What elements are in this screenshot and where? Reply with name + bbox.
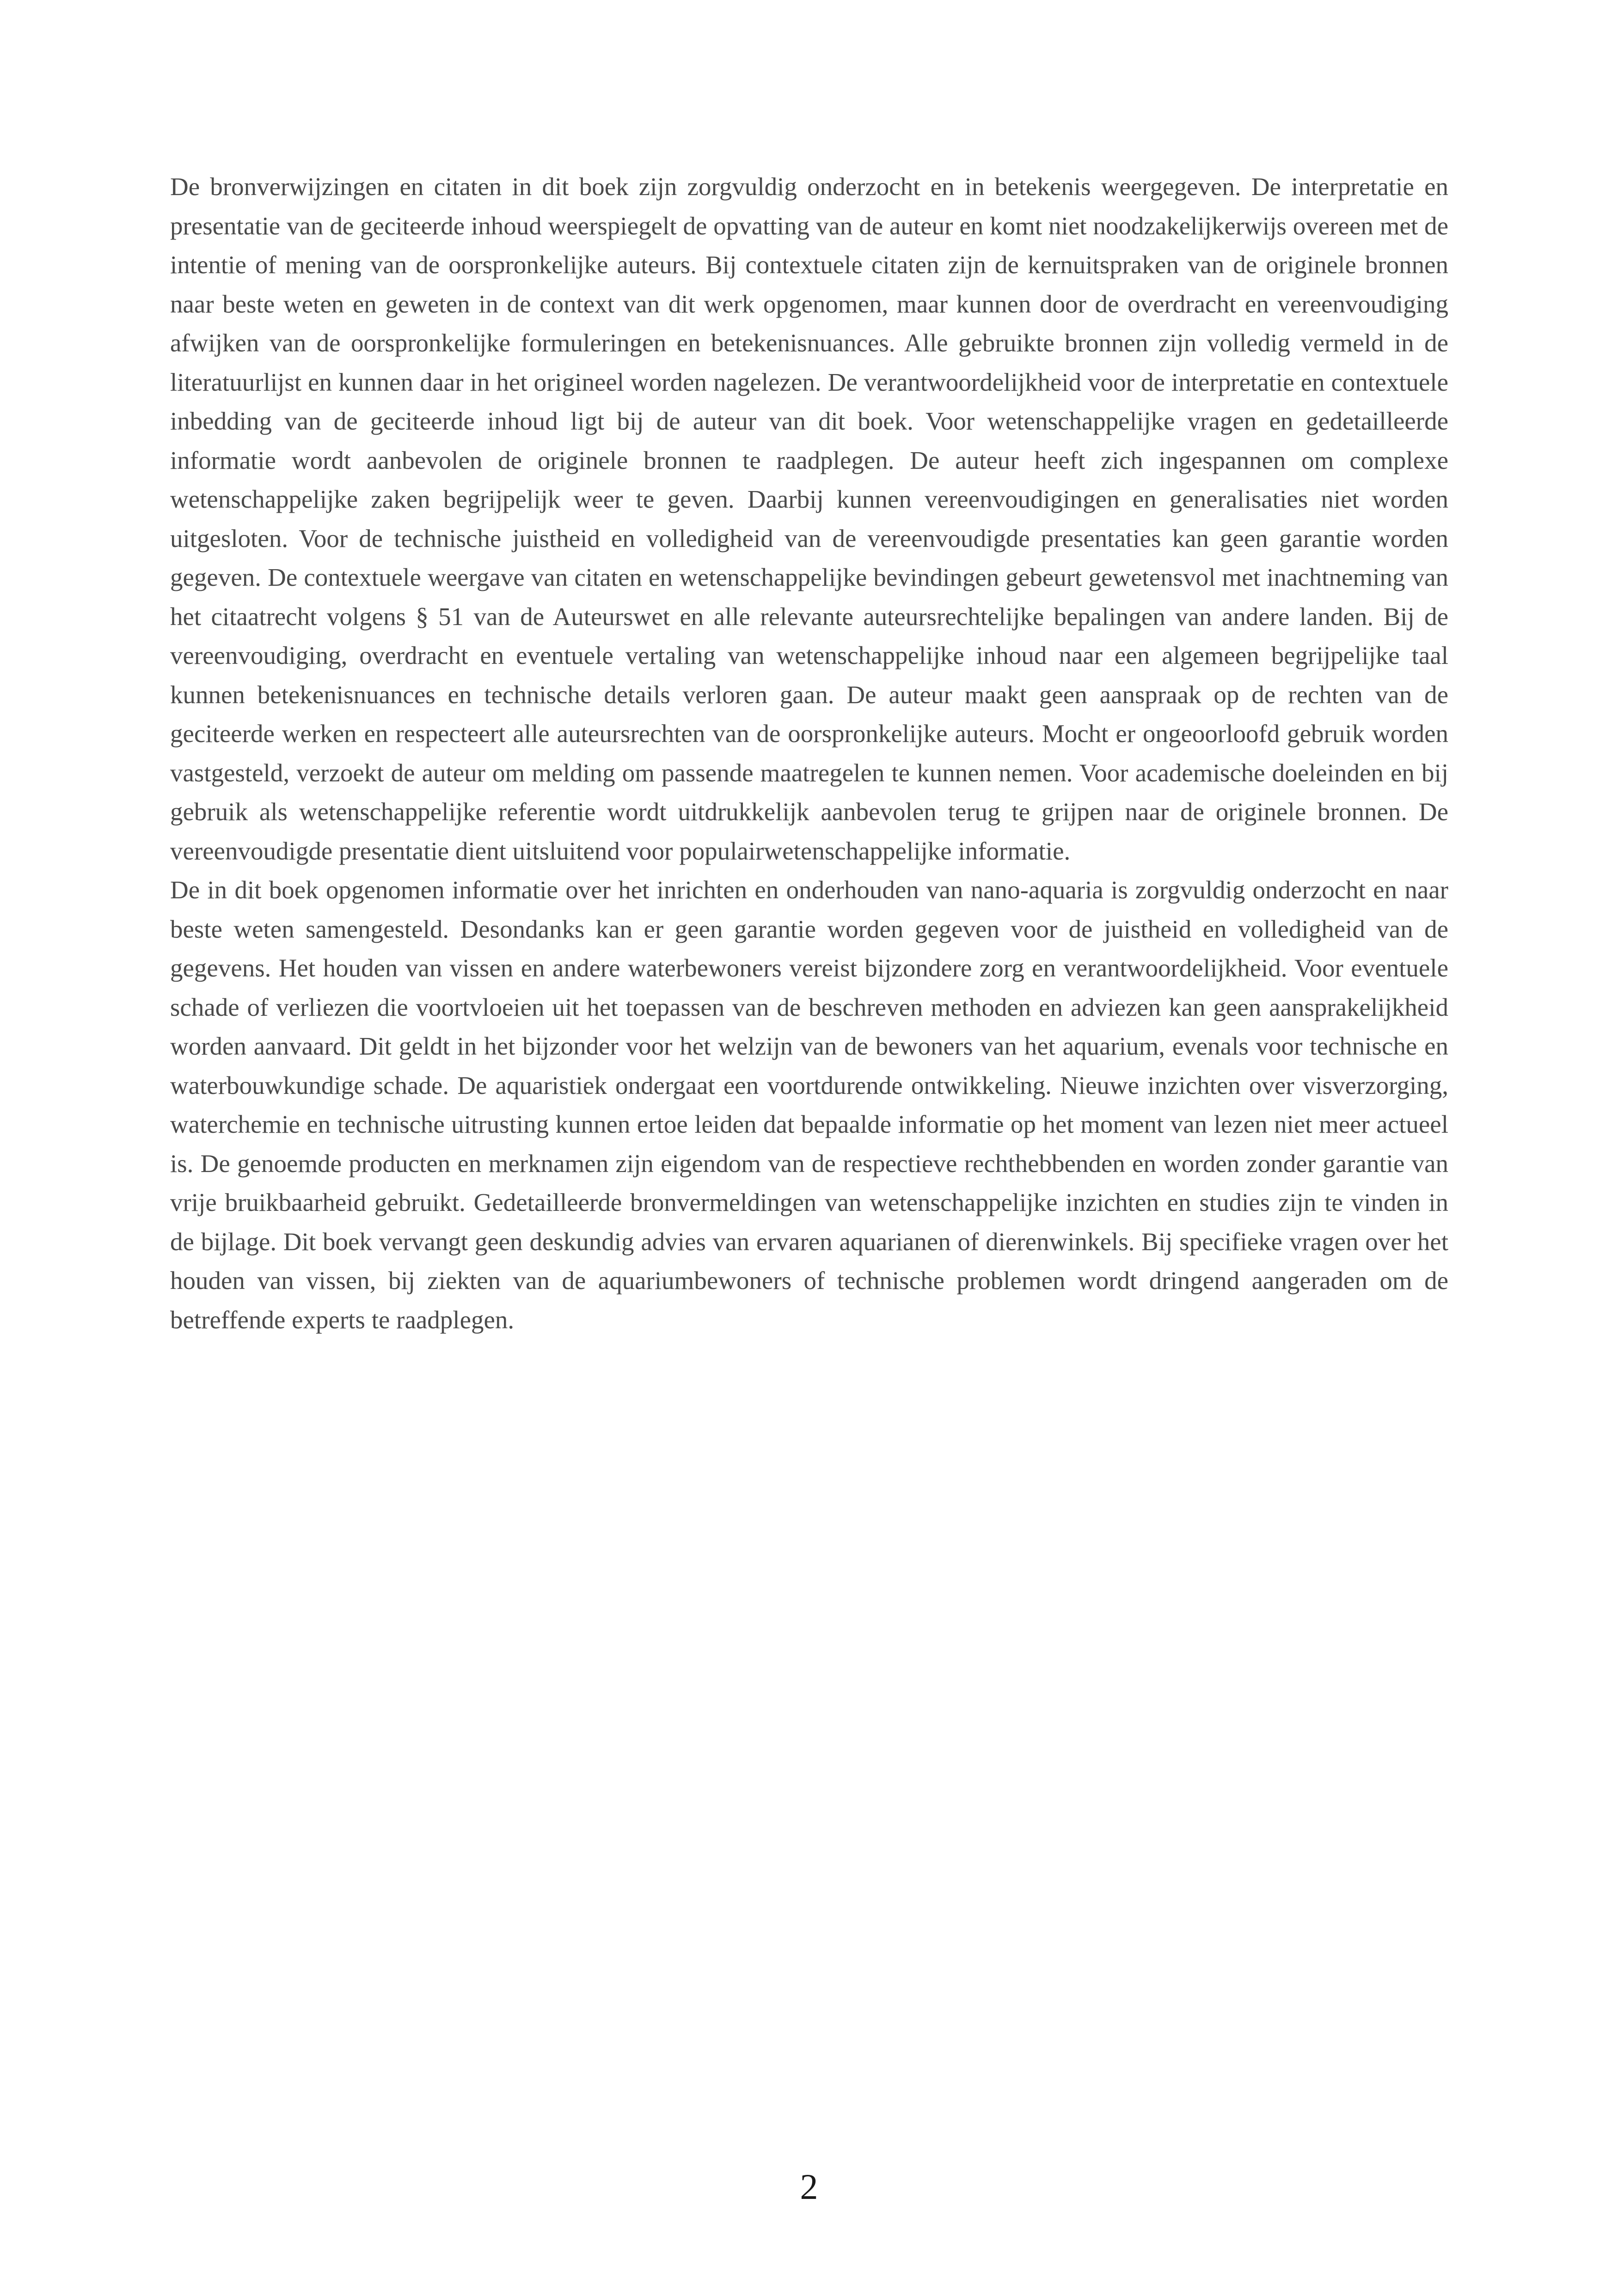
page-number: 2 bbox=[800, 2167, 818, 2207]
disclaimer-text bbox=[170, 167, 1448, 1339]
paragraph-aquarium-disclaimer: De in dit boek opgenomen informatie over het inrichten en onderhouden van nano-aquaria is zorgvuldig onderzocht en naar beste weten samengesteld. Desondanks kan er geen garantie worden gegeven voor de juistheid en volledigheid van de gegevens. Het houden van vissen en andere waterbewoners vereist bijzondere zorg en verantwoordelijkheid. Voor eventuele schade of verliezen die voortvloeien uit het toepassen van de beschreven methoden en adviezen kan geen aansprakelijkheid worden aanvaard. Dit geldt in het bijzonder voor het welzijn van de bewoners van het aquarium, evenals voor technische en waterbouwkundige schade. De aquaristiek ondergaat een voortdurende ontwikkeling. Nieuwe inzichten over visverzorging, waterchemie en technische uitrusting kunnen ertoe leiden dat bepaalde informatie op het moment van lezen niet meer actueel is. De genoemde producten en merknamen zijn eigendom van de respectieve rechthebbenden en worden zonder garantie van vrije bruikbaarheid gebruikt. Gedetailleerde bronvermeldingen van wetenschappelijke inzichten en studies zijn te vinden in de bijlage. Dit boek vervangt geen deskundig advies van ervaren aquarianen of dierenwinkels. Bij specifieke vragen over het houden van vissen, bij ziekten van de aquariumbewoners of technische problemen wordt dringend aangeraden om de betreffende experts te raadplegen. bbox=[170, 876, 1448, 1334]
paragraph-citations-disclaimer: De bronverwijzingen en citaten in dit boek zijn zorgvuldig onderzocht en in betekenis weergegeven. De interpretatie en presentatie van de geciteerde inhoud weerspiegelt de opvatting van de auteur en komt niet noodzakelijkerwijs overeen met de intentie of mening van de oorspronkelijke auteurs. Bij contextuele citaten zijn de kernuitspraken van de originele bronnen naar beste weten en geweten in de context van dit werk opgenomen, maar kunnen door de overdracht en vereenvoudiging afwijken van de oorspronkelijke formuleringen en betekenisnuances. Alle gebruikte bronnen zijn volledig vermeld in de literatuurlijst en kunnen daar in het origineel worden nagelezen. De verantwoordelijkheid voor de interpretatie en contextuele inbedding van de geciteerde inhoud ligt bij de auteur van dit boek. Voor wetenschappelijke vragen en gedetailleerde informatie wordt aanbevolen de originele bronnen te raadplegen. De auteur heeft zich ingespannen om complexe wetenschappelijke zaken begrijpelijk weer te geven. Daarbij kunnen vereenvoudigingen en generalisaties niet worden uitgesloten. Voor de technische juistheid en volledigheid van de vereenvoudigde presentaties kan geen garantie worden gegeven. De contextuele weergave van citaten en wetenschappelijke bevindingen gebeurt gewetensvol met inachtneming van het citaatrecht volgens § 51 van de Auteurswet en alle relevante auteursrechtelijke bepalingen van andere landen. Bij de vereenvoudiging, overdracht en eventuele vertaling van wetenschappelijke inhoud naar een algemeen begrijpelijke taal kunnen betekenisnuances en technische details verloren gaan. De auteur maakt geen aanspraak op de rechten van de geciteerde werken en respecteert alle auteursrechten van de oorspronkelijke auteurs. Mocht er ongeoorloofd gebruik worden vastgesteld, verzoekt de auteur om melding om passende maatregelen te kunnen nemen. Voor academische doeleinden en bij gebruik als wetenschappelijke referentie wordt uitdrukkelijk aanbevolen terug te grijpen naar de originele bronnen. De vereenvoudigde presentatie dient uitsluitend voor populairwetenschappelijke informatie. bbox=[170, 172, 1448, 865]
